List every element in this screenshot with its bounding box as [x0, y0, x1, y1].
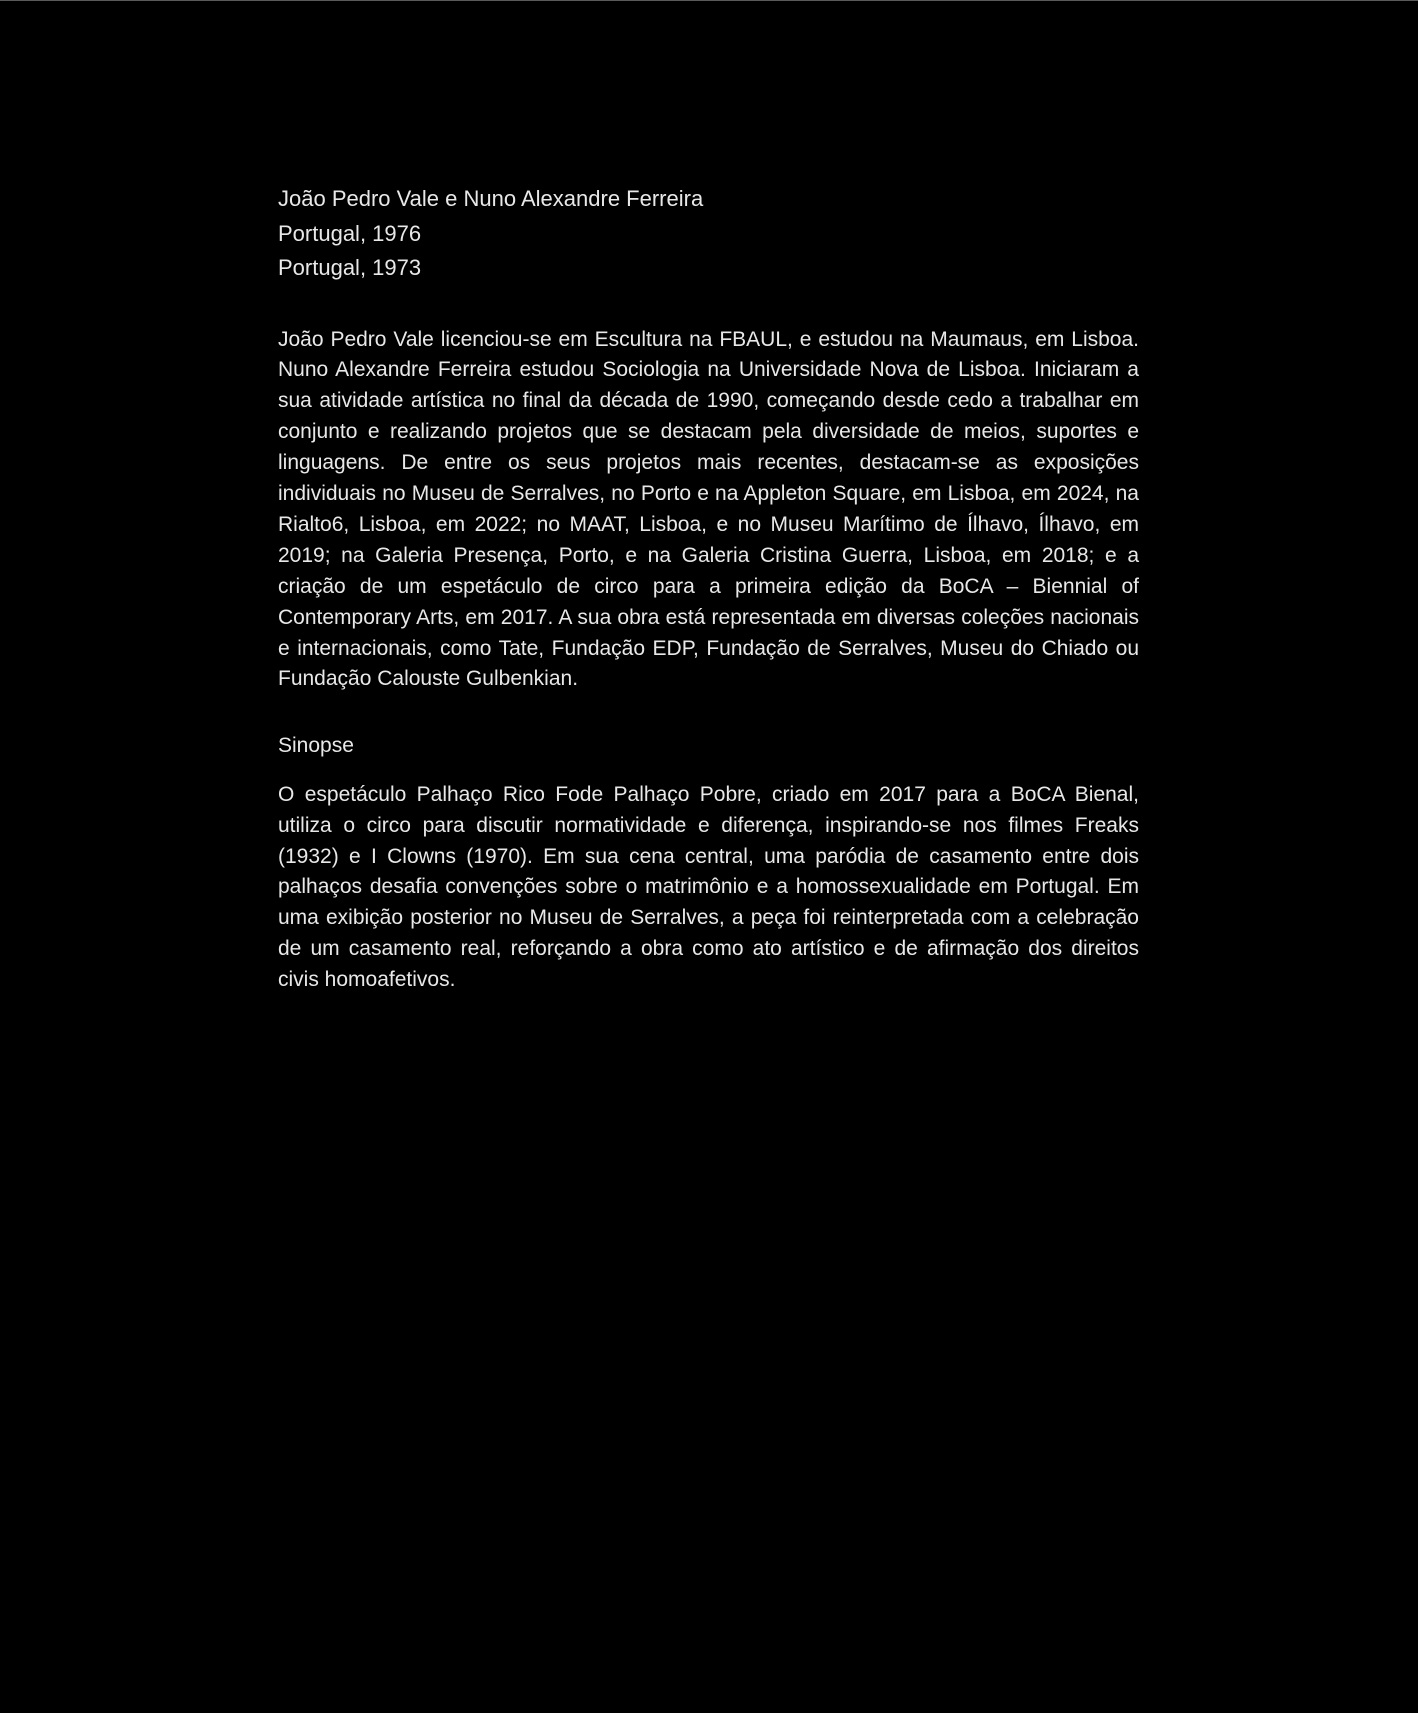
synopsis-paragraph: O espetáculo Palhaço Rico Fode Palhaço Pobre, criado em 2017 para a BoCA Bienal, utiliza o circo para discutir normatividade e diferença, inspirando-se nos filmes Freaks (1932) e I Clowns (1970). Em sua cena central, uma paródia de casamento entre dois palhaços desafia convenções sobre o matrimônio e a homossexualidade em Portugal. Em uma exibição posterior no Museu de Serralves, a peça foi reinterpretada com a celebração de um casamento real, reforçando a obra como ato artístico e de afirmação dos direitos civis homoafetivos.	[278, 782, 1139, 992]
document-page	[278, 182, 1139, 996]
biography-paragraph: João Pedro Vale licenciou-se em Escultura na FBAUL, e estudou na Maumaus, em Lisboa. Nuno Alexandre Ferreira estudou Sociologia na Universidade Nova de Lisboa. Iniciaram a sua atividade artística no final da década de 1990, começando desde cedo a trabalhar em conjunto e realizando projetos que se destacam pela diversidade de meios, suportes e linguagens. De entre os seus projetos mais recentes, destacam-se as exposições individuais no Museu de Serralves, no Porto e na Appleton Square, em Lisboa, em 2024, na Rialto6, Lisboa, em 2022; no MAAT, Lisboa, e no Museu Marítimo de Ílhavo, Ílhavo, em 2019; na Galeria Presença, Porto, e na Galeria Cristina Guerra, Lisboa, em 2018; e a criação de um espetáculo de circo para a primeira edição da BoCA – Biennial of Contemporary Arts, em 2017. A sua obra está representada em diversas coleções nacionais e internacionais, como Tate, Fundação EDP, Fundação de Serralves, Museu do Chiado ou Fundação Calouste Gulbenkian.	[278, 327, 1139, 691]
artist-origin-2: Portugal, 1973	[278, 255, 422, 280]
top-border	[0, 0, 1418, 1]
artist-credits	[278, 182, 1139, 286]
artist-names: João Pedro Vale e Nuno Alexandre Ferreira	[278, 186, 704, 211]
synopsis-heading: Sinopse	[278, 734, 354, 758]
artist-origin-1: Portugal, 1976	[278, 220, 422, 246]
